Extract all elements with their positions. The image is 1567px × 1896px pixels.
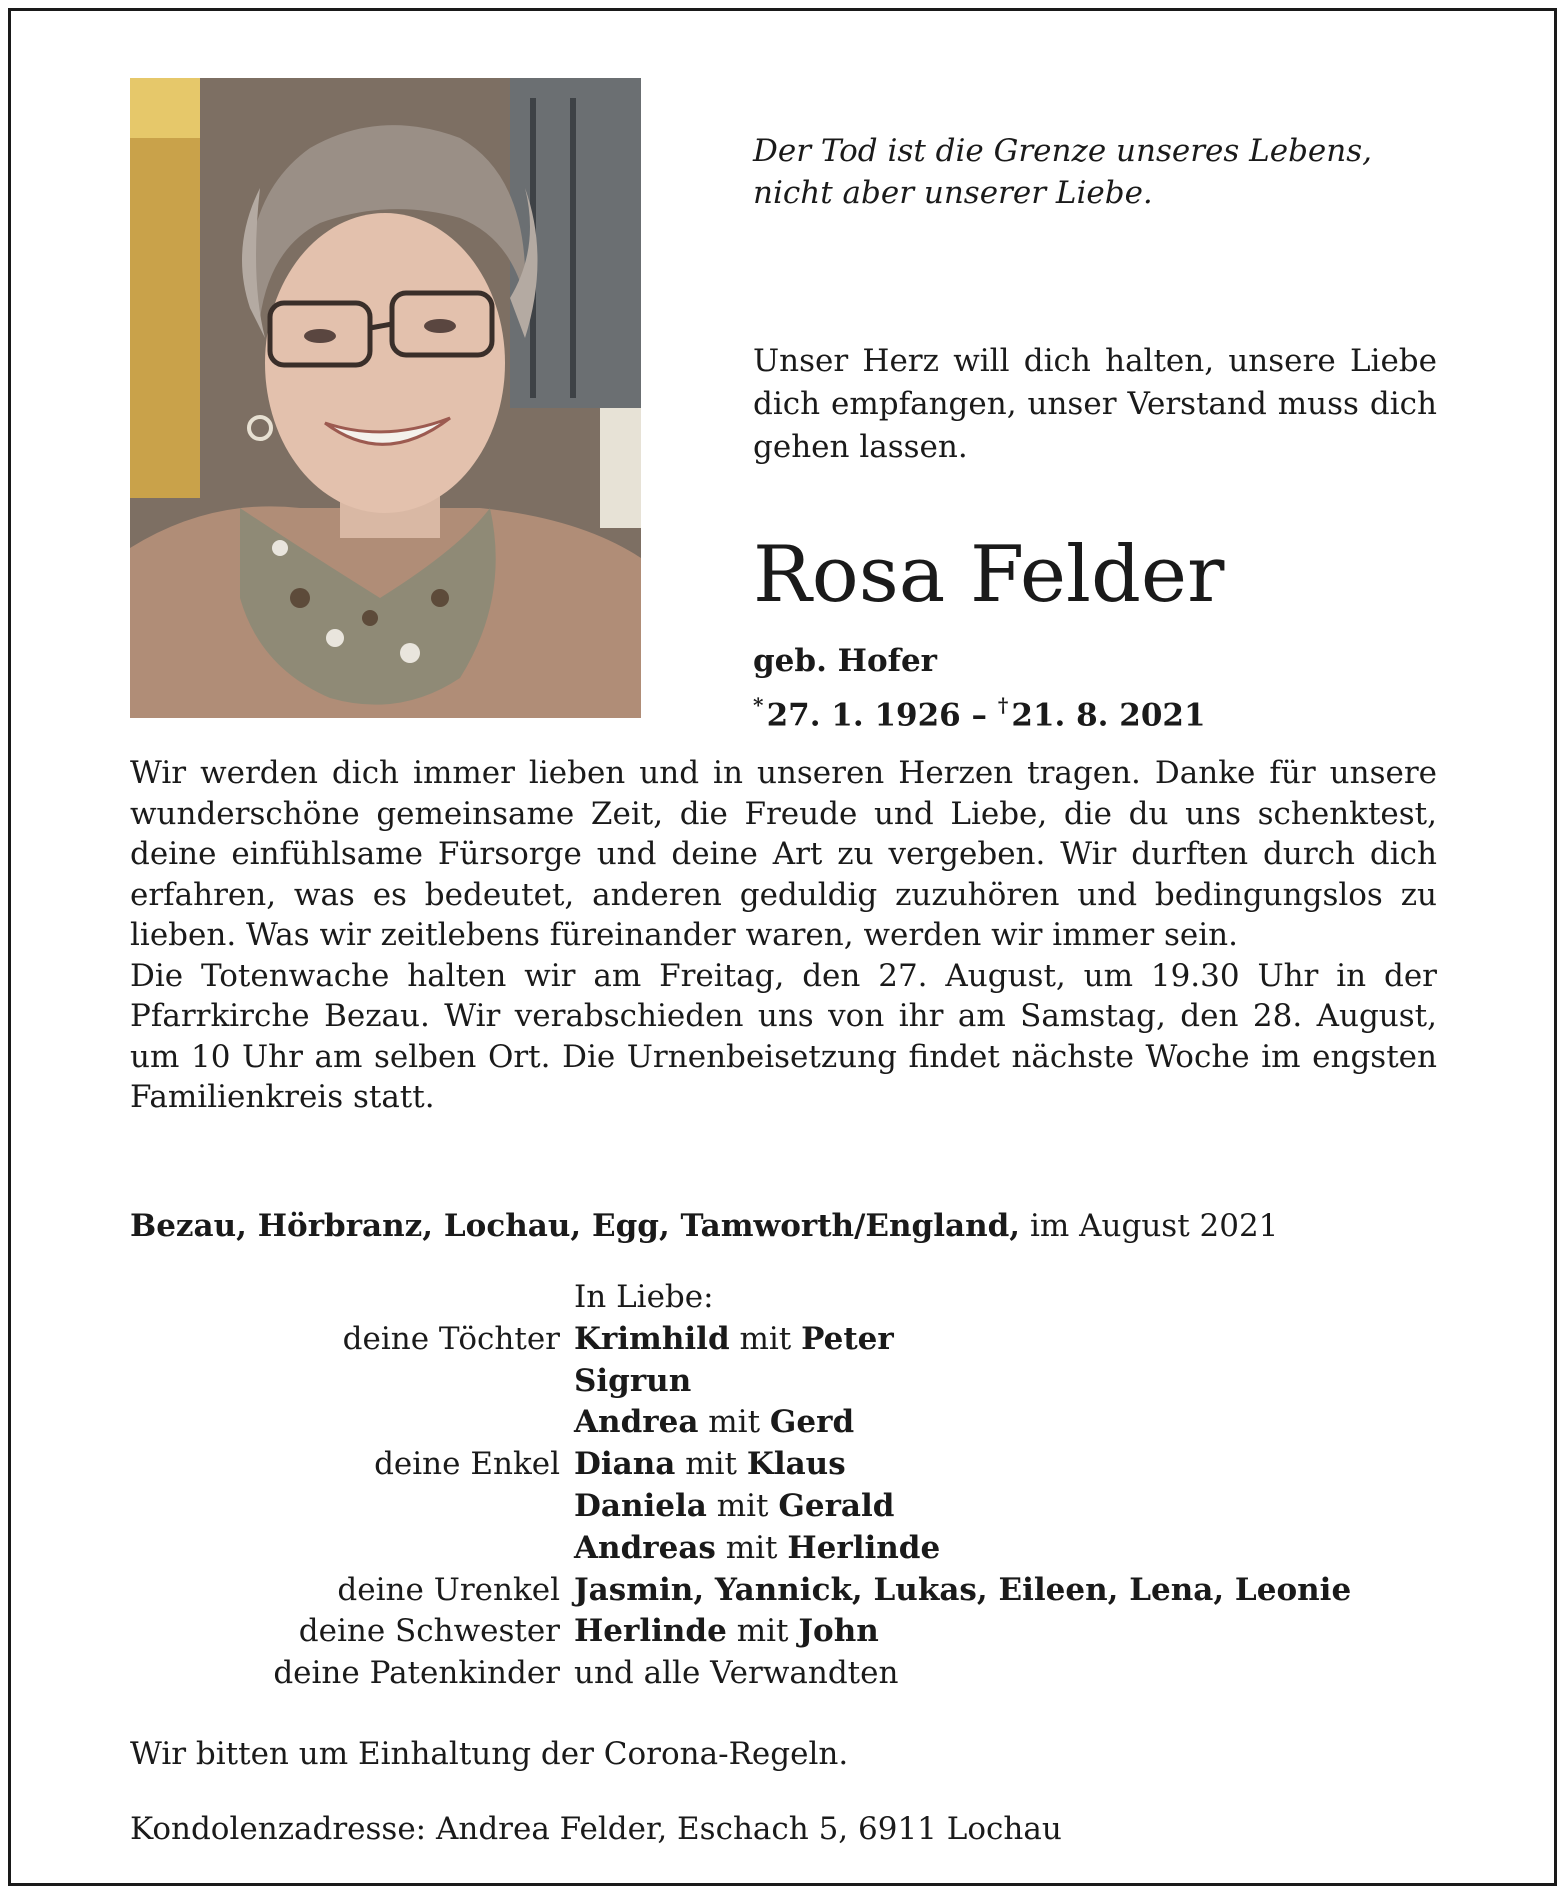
quote xyxy=(753,130,1453,214)
family-row xyxy=(130,1653,1450,1695)
family-names: und alle Verwandten xyxy=(574,1655,899,1692)
family-partner-name: John xyxy=(798,1613,879,1650)
family-list xyxy=(130,1277,1450,1695)
family-names xyxy=(574,1402,854,1444)
places-line xyxy=(130,1205,1450,1247)
relation-label: deine Töchter xyxy=(342,1320,560,1357)
death-date: 21. 8. 2021 xyxy=(1011,697,1206,734)
deceased-name: Rosa Felder xyxy=(753,530,1225,620)
family-member-name: Andreas xyxy=(574,1529,716,1566)
family-member-name: Herlinde xyxy=(574,1613,727,1650)
connector-word: mit xyxy=(725,1529,778,1566)
family-row xyxy=(130,1402,1450,1444)
family-partner-name: Herlinde xyxy=(787,1529,941,1566)
family-partner-name: Peter xyxy=(801,1320,894,1357)
family-names xyxy=(574,1570,1351,1612)
family-row xyxy=(130,1319,1450,1361)
family-member-name: Daniela xyxy=(574,1487,707,1524)
relation-label xyxy=(130,1528,574,1570)
family-row xyxy=(130,1444,1450,1486)
family-names xyxy=(574,1361,691,1403)
relation-label: deine Schwester xyxy=(298,1613,560,1650)
quote-line-2: nicht aber unserer Liebe. xyxy=(753,175,1153,211)
connector-word: mit xyxy=(736,1613,789,1650)
family-member-name: Andrea xyxy=(574,1404,699,1441)
family-row xyxy=(130,1570,1450,1612)
connector-word: mit xyxy=(739,1320,792,1357)
family-names xyxy=(574,1528,940,1570)
birth-star-icon: * xyxy=(753,693,764,717)
relation-label xyxy=(130,1402,574,1444)
relation-label: deine Urenkel xyxy=(337,1571,560,1608)
places-date: im August 2021 xyxy=(1029,1208,1279,1244)
family-member-name: Jasmin, Yannick, Lukas, Eileen, Lena, Leonie xyxy=(574,1571,1352,1608)
connector-word: mit xyxy=(716,1487,769,1524)
family-partner-name: Gerald xyxy=(778,1487,895,1524)
corona-note: Wir bitten um Einhaltung der Corona-Regeln. xyxy=(130,1736,849,1772)
family-names xyxy=(574,1611,879,1653)
places-locations: Bezau, Hörbranz, Lochau, Egg, Tamworth/England, xyxy=(130,1208,1021,1244)
obituary-text xyxy=(130,753,1437,1118)
family-names xyxy=(574,1319,894,1361)
death-cross-icon: † xyxy=(997,693,1009,717)
connector-word: mit xyxy=(685,1446,738,1483)
tribute-paragraph: Wir werden dich immer lieben und in unseren Herzen tragen. Danke für unsere wunderschöne gemeinsame Zeit, die Freude und Liebe, die du uns schenktest, deine einfühlsame Fürsorge und deine Art zu vergeben. Wir durften durch dich erfahren, was es bedeutet, anderen geduldig zuzuhören und bedingungslos zu lieben. Was wir zeitlebens füreinander waren, werden wir immer sein. xyxy=(130,755,1437,953)
family-names xyxy=(574,1444,846,1486)
family-row xyxy=(130,1528,1450,1570)
date-dash: – xyxy=(971,697,988,734)
family-member-name: Sigrun xyxy=(574,1362,692,1399)
condolence-address: Kondolenzadresse: Andrea Felder, Eschach 5, 6911 Lochau xyxy=(130,1811,1062,1847)
family-member-name: Krimhild xyxy=(574,1320,730,1357)
family-row xyxy=(130,1611,1450,1653)
life-dates xyxy=(753,686,1206,736)
connector-word: mit xyxy=(708,1404,761,1441)
family-member-name: Diana xyxy=(574,1446,676,1483)
family-partner-name: Klaus xyxy=(746,1446,846,1483)
family-intro-row xyxy=(130,1277,1450,1319)
family-row xyxy=(130,1361,1450,1403)
relation-label: deine Patenkinder xyxy=(273,1655,560,1692)
family-row xyxy=(130,1486,1450,1528)
portrait-photo xyxy=(130,78,641,718)
relation-label xyxy=(130,1361,574,1403)
funeral-details-paragraph: Die Totenwache halten wir am Freitag, den 27. August, um 19.30 Uhr in der Pfarrkirche Bezau. Wir verabschieden uns von ihr am Samstag, den 28. August, um 10 Uhr am selben Ort. Die Urnenbeisetzung findet nächste Woche im engsten Familienkreis statt. xyxy=(130,957,1437,1115)
relation-label xyxy=(130,1486,574,1528)
family-partner-name: Gerd xyxy=(769,1404,855,1441)
birth-name: geb. Hofer xyxy=(753,643,938,679)
family-intro: In Liebe: xyxy=(574,1279,714,1315)
birth-date: 27. 1. 1926 xyxy=(766,697,961,734)
quote-line-1: Der Tod ist die Grenze unseres Lebens, xyxy=(753,133,1372,169)
relation-label: deine Enkel xyxy=(374,1446,560,1483)
family-names xyxy=(574,1486,894,1528)
verse: Unser Herz will dich halten, unsere Liebe dich empfangen, unser Verstand muss dich gehen lassen. xyxy=(753,343,1437,465)
